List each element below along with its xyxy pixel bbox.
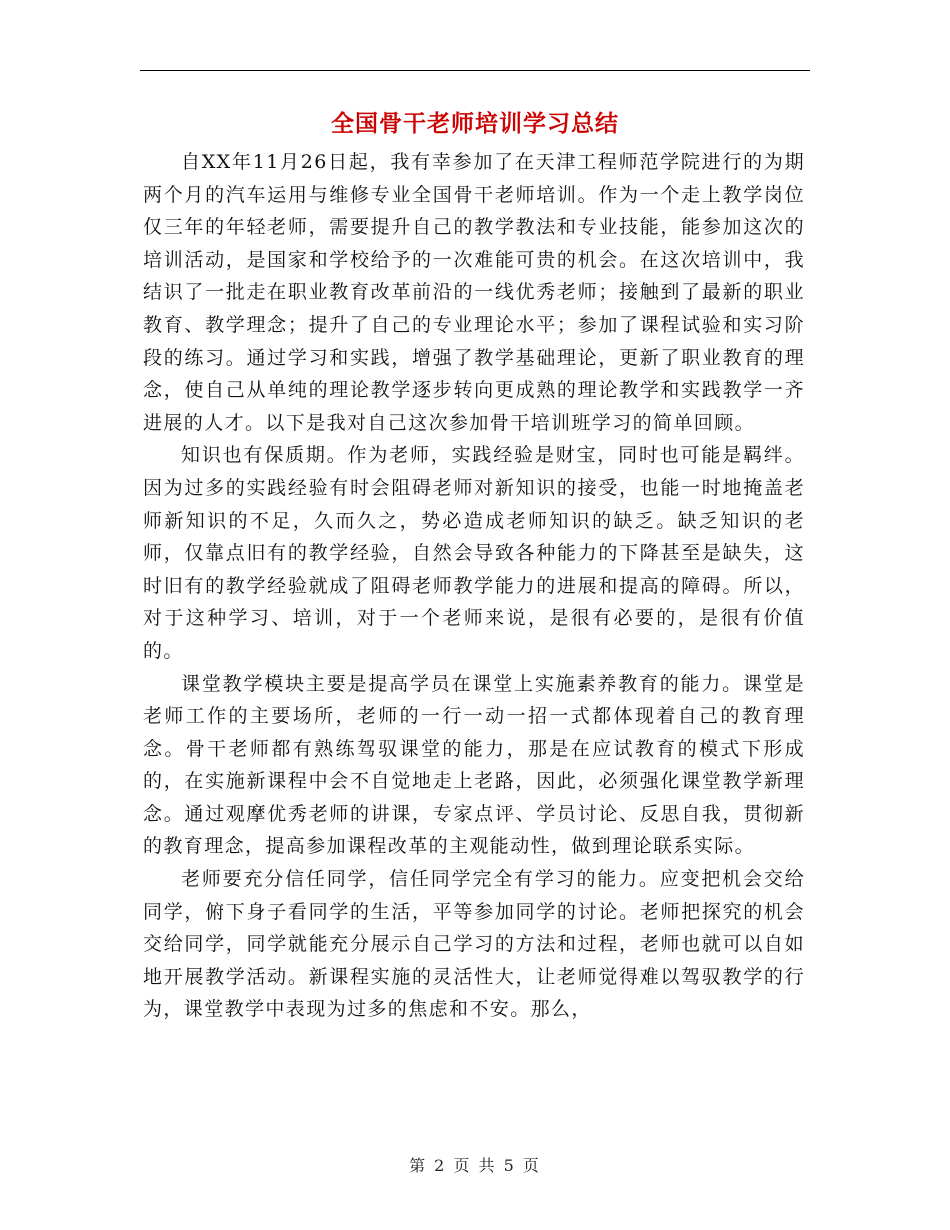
paragraph-2: 知识也有保质期。作为老师，实践经验是财宝，同时也可能是羁绊。因为过多的实践经验有时会阻碍老师对新知识的接受，也能一时地掩盖老师新知识的不足，久而久之，势必造成老师知识的缺乏。缺乏知识的老师，仅靠点旧有的教学经验，自然会导致各种能力的下降甚至是缺失，这时旧有的教学经验就成了阻碍老师教学能力的进展和提高的障碍。所以，对于这种学习、培训，对于一个老师来说，是很有必要的，是很有价值的。 — [143, 444, 805, 662]
paragraph-1: 自XX年11月26日起，我有幸参加了在天津工程师范学院进行的为期两个月的汽车运用与维修专业全国骨干老师培训。作为一个走上教学岗位仅三年的年轻老师，需要提升自己的教学教法和专业技能，能参加这次的培训活动，是国家和学校给予的一次难能可贵的机会。在这次培训中，我结识了一批走在职业教育改革前沿的一线优秀老师；接触到了最新的职业教育、教学理念；提升了自己的专业理论水平；参加了课程试验和实习阶段的练习。通过学习和实践，增强了教学基础理论，更新了职业教育的理念，使自己从单纯的理论教学逐步转向更成熟的理论教学和实践教学一齐进展的人才。以下是我对自己这次参加骨干培训班学习的简单回顾。 — [143, 151, 805, 434]
paragraph-3: 课堂教学模块主要是提高学员在课堂上实施素养教育的能力。课堂是老师工作的主要场所，老师的一行一动一招一式都体现着自己的教育理念。骨干老师都有熟练驾驭课堂的能力，那是在应试教育的模式下形成的，在实施新课程中会不自觉地走上老路，因此，必须强化课堂教学新理念。通过观摩优秀老师的讲课，专家点评、学员讨论、反思自我，贯彻新的教育理念，提高参加课程改革的主观能动性，做到理论联系实际。 — [143, 672, 805, 858]
page-number-footer: 第 2 页 共 5 页 — [409, 1156, 541, 1175]
document-title: 全国骨干老师培训学习总结 — [331, 110, 619, 137]
paragraph-4: 老师要充分信任同学，信任同学完全有学习的能力。应变把机会交给同学，俯下身子看同学的生活，平等参加同学的讨论。老师把探究的机会交给同学，同学就能充分展示自己学习的方法和过程，老师也就可以自如地开展教学活动。新课程实施的灵活性大，让老师觉得难以驾驭教学的行为，课堂教学中表现为过多的焦虑和不安。那么， — [143, 868, 805, 1021]
header-rule — [140, 70, 810, 71]
document-body — [143, 146, 805, 1026]
